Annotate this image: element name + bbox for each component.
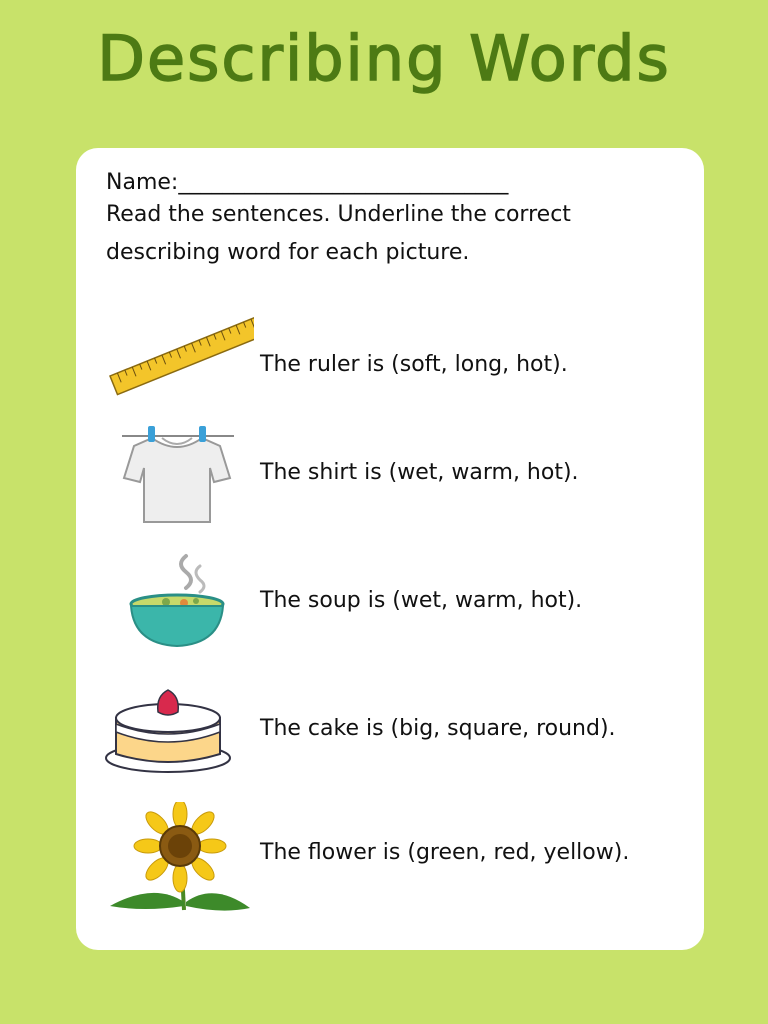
sentence-soup[interactable]: The soup is (wet, warm, hot). bbox=[260, 588, 583, 613]
list-item bbox=[76, 416, 704, 526]
list-item bbox=[76, 678, 704, 788]
sentence-cake[interactable]: The cake is (big, square, round). bbox=[260, 716, 616, 741]
worksheet-card bbox=[76, 148, 704, 950]
soup-icon bbox=[104, 548, 254, 658]
sentence-ruler[interactable]: The ruler is (soft, long, hot). bbox=[260, 352, 568, 377]
list-item bbox=[76, 298, 704, 408]
page-title: Describing Words bbox=[97, 22, 671, 95]
name-field[interactable]: Name:______________________________ bbox=[106, 170, 509, 195]
flower-icon bbox=[104, 802, 254, 912]
list-item bbox=[76, 548, 704, 658]
cake-icon bbox=[104, 678, 254, 788]
ruler-icon bbox=[104, 298, 254, 408]
instructions: Read the sentences. Underline the correct describing word for each picture. bbox=[106, 202, 571, 265]
sentence-shirt[interactable]: The shirt is (wet, warm, hot). bbox=[260, 460, 579, 485]
list-item bbox=[76, 802, 704, 912]
sentence-flower[interactable]: The flower is (green, red, yellow). bbox=[260, 840, 630, 865]
shirt-icon bbox=[104, 416, 254, 526]
